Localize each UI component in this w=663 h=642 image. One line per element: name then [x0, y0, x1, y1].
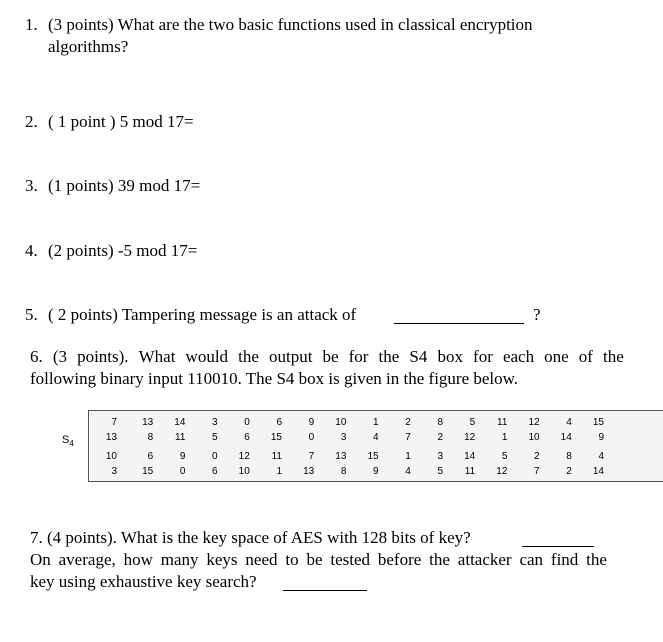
s4-box-cell: 2: [437, 432, 443, 443]
question-6-word: points).: [77, 347, 129, 366]
question-6-word: (3: [52, 347, 67, 366]
s4-box-cell: 8: [566, 451, 572, 462]
s4-box-cell: 1: [501, 432, 508, 443]
question-7-word: how: [123, 550, 153, 569]
s4-box-cell: 11: [271, 451, 282, 462]
s4-box-cell: 15: [367, 451, 379, 462]
question-6-word: What: [138, 347, 176, 366]
s4-box-label: $S_4$: [62, 434, 74, 449]
s4-box-cell: 12: [496, 466, 508, 477]
s4-box-cell: 1: [405, 451, 411, 462]
question-6-line-1: [30, 346, 624, 368]
s4-box-cell: 13: [335, 451, 347, 462]
s4-box-cell: 14: [464, 451, 476, 462]
s4-box-row: [89, 464, 663, 480]
question-7-word: keys: [206, 550, 238, 569]
s4-box-cell: 11: [497, 417, 508, 428]
s4-box-cell: 3: [437, 451, 443, 462]
s4-box-cell: 4: [405, 466, 411, 477]
s4-box-cell: 7: [308, 451, 315, 462]
question-6-line-2: following binary input 110010. The S4 box is given in the figure below.: [30, 369, 519, 388]
s4-box-cell: 8: [340, 466, 347, 477]
s4-box-cell: 13: [142, 417, 154, 428]
s4-box-cell: 0: [179, 466, 186, 477]
question-7-word: On: [30, 550, 51, 569]
s4-box-cell: 9: [373, 466, 379, 477]
question-6-word: one: [544, 347, 569, 366]
question-6-word: 6.: [30, 347, 43, 366]
s4-box-cell: 11: [175, 432, 186, 443]
question-6-word: for: [348, 347, 369, 366]
s4-box-cell: 6: [212, 466, 218, 477]
s4-box-cell: 9: [598, 432, 604, 443]
s4-box-cell: 15: [270, 432, 282, 443]
s4-box-cell: 0: [212, 451, 218, 462]
question-7-word: average,: [58, 550, 116, 569]
question-6-word: for: [473, 347, 493, 366]
question-3-text: (1 points) 39 mod 17=: [48, 176, 201, 195]
s4-box-cell: 10: [335, 417, 347, 428]
s4-box-cell: 5: [212, 432, 218, 443]
s4-box-cell: 12: [528, 417, 540, 428]
question-6-word: would: [185, 347, 229, 366]
question-5-question-mark: ?: [533, 305, 541, 324]
s4-box-cell: 5: [501, 451, 508, 462]
question-6-word: each: [502, 347, 535, 366]
s4-box-cell: 10: [105, 451, 117, 462]
question-1-line-2: algorithms?: [48, 37, 129, 56]
question-4-number: 4.: [25, 241, 38, 260]
question-7-word: need: [245, 550, 278, 569]
s4-box-cell: 0: [308, 432, 315, 443]
question-7-word: the: [429, 550, 450, 569]
s4-box-cell: 5: [437, 466, 443, 477]
question-7-keyspace-blank[interactable]: [522, 529, 594, 547]
s4-box-cell: 2: [566, 466, 572, 477]
question-7-line-3: key using exhaustive key search?: [30, 572, 257, 591]
s4-box-cell: 12: [464, 432, 476, 443]
question-7-word: the: [586, 550, 607, 569]
question-7-line-2: [30, 549, 607, 571]
question-7-word: before: [377, 550, 422, 569]
s4-box-cell: 10: [528, 432, 540, 443]
question-6-word: output: [268, 347, 313, 366]
s4-box-cell: 7: [111, 417, 117, 428]
s4-box-cell: 14: [174, 417, 186, 428]
s4-box-cell: 10: [238, 466, 250, 477]
question-1-line-1: (3 points) What are the two basic functions used in classical encryption: [48, 15, 533, 34]
question-7-word: many: [160, 550, 199, 569]
question-7-word: tested: [330, 550, 371, 569]
s4-box-cell: 13: [105, 432, 117, 443]
s4-box-cell: 8: [147, 432, 154, 443]
s4-box-cell: 6: [147, 451, 154, 462]
s4-box-row: [89, 430, 663, 446]
s4-box-cell: 4: [566, 417, 572, 428]
question-7-line-1: 7. (4 points). What is the key space of AES with 128 bits of key?: [30, 528, 471, 547]
question-2-text: ( 1 point ) 5 mod 17=: [48, 112, 194, 131]
s4-box-cell: 12: [238, 451, 250, 462]
s4-box-cell: 7: [405, 432, 411, 443]
question-7-word: be: [306, 550, 323, 569]
s4-box-cell: 1: [373, 417, 379, 428]
s4-box-cell: 5: [469, 417, 476, 428]
question-6-word: S4: [409, 347, 428, 366]
question-7-word: find: [550, 550, 579, 569]
question-6-word: the: [603, 347, 624, 366]
question-5-answer-blank[interactable]: [394, 306, 524, 324]
s4-box-cell: 15: [142, 466, 154, 477]
s4-box-cell: 9: [308, 417, 315, 428]
s4-box-cell: 2: [405, 417, 411, 428]
s4-box-cell: 14: [592, 466, 604, 477]
question-1-number: 1.: [25, 15, 38, 34]
question-6-word: the: [238, 347, 259, 366]
s4-box-cell: 0: [244, 417, 250, 428]
s4-box-cell: 8: [437, 417, 443, 428]
s4-box-cell: 7: [534, 466, 540, 477]
question-2-number: 2.: [25, 112, 38, 131]
question-7-word: attacker: [457, 550, 512, 569]
question-6-word: box: [437, 347, 463, 366]
s4-box-cell: 6: [276, 417, 282, 428]
s4-box-row: [89, 415, 663, 431]
question-4-text: (2 points) -5 mod 17=: [48, 241, 198, 260]
question-7-search-blank[interactable]: [283, 573, 367, 591]
s4-box-cell: 14: [560, 432, 572, 443]
s4-box-cell: 13: [303, 466, 315, 477]
question-5-number: 5.: [25, 305, 38, 324]
question-3-number: 3.: [25, 176, 38, 195]
question-6-word: the: [378, 347, 400, 366]
s4-box-cell: 4: [373, 432, 379, 443]
s4-box-cell: 3: [111, 466, 117, 477]
s4-box-cell: 1: [276, 466, 282, 477]
s4-box-cell: 15: [592, 417, 604, 428]
question-5-text: ( 2 points) Tampering message is an attack of: [48, 305, 357, 324]
s4-box-cell: 4: [598, 451, 604, 462]
s4-box-cell: 9: [179, 451, 186, 462]
s4-box-cell: 11: [464, 466, 476, 477]
question-7-word: can: [519, 550, 544, 569]
s4-box-table: [88, 410, 663, 482]
s4-box-row: [89, 449, 663, 465]
s4-box-cell: 3: [340, 432, 347, 443]
s4-box-cell: 6: [244, 432, 250, 443]
s4-box-cell: 3: [212, 417, 218, 428]
question-6-word: of: [578, 347, 593, 366]
s4-box-cell: 2: [534, 451, 540, 462]
question-7-word: to: [285, 550, 299, 569]
question-6-word: be: [322, 347, 339, 366]
